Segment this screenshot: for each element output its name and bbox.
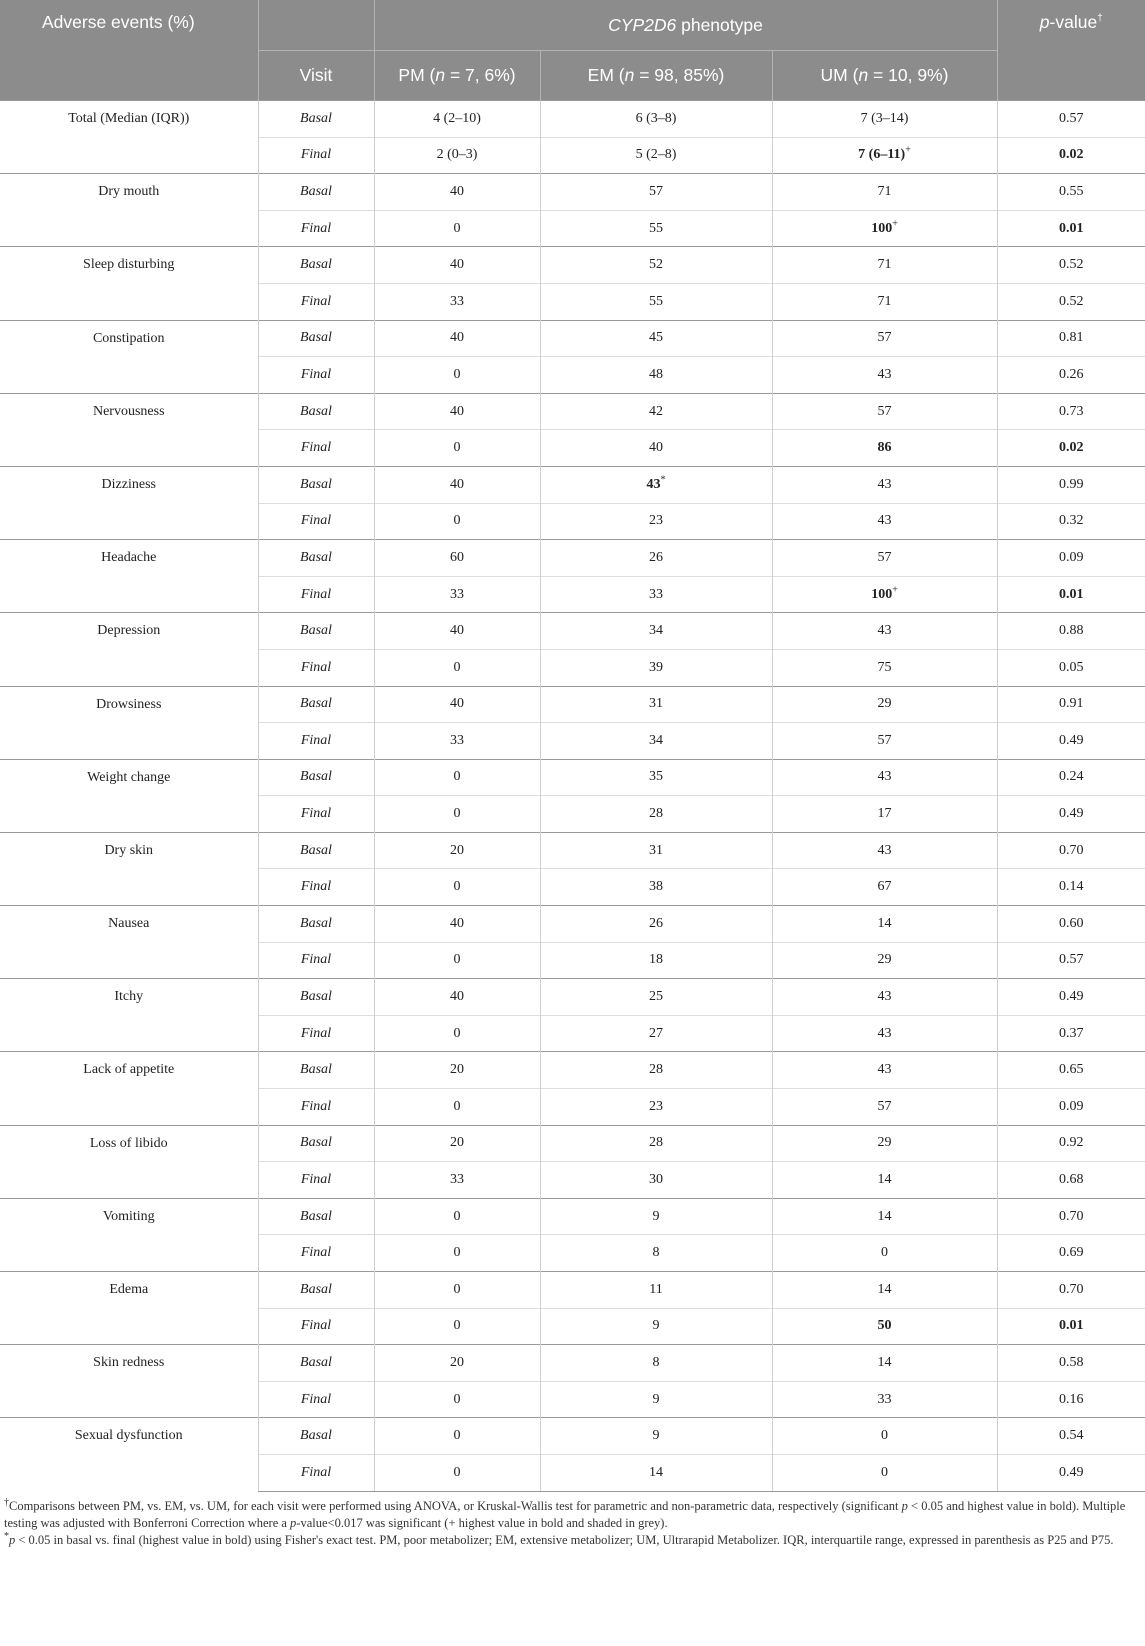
um-value-cell: 14 bbox=[772, 1345, 997, 1382]
event-name-cell: Itchy bbox=[0, 979, 258, 1052]
pm-value-cell: 2 (0–3) bbox=[374, 137, 540, 174]
event-name-cell: Sleep disturbing bbox=[0, 247, 258, 320]
em-value-cell: 28 bbox=[540, 796, 772, 833]
p-value-cell: 0.57 bbox=[997, 101, 1145, 138]
um-value-cell: 14 bbox=[772, 906, 997, 943]
pm-value-cell: 0 bbox=[374, 357, 540, 394]
table-row bbox=[0, 832, 1145, 869]
um-value-cell: 43 bbox=[772, 1052, 997, 1089]
um-value-cell: 57 bbox=[772, 723, 997, 760]
um-value-cell: 50 bbox=[772, 1308, 997, 1345]
um-value-cell: 7 (6–11)+ bbox=[772, 137, 997, 174]
um-value-cell: 0 bbox=[772, 1454, 997, 1491]
pm-value-cell: 40 bbox=[374, 613, 540, 650]
um-value-cell: 100+ bbox=[772, 210, 997, 247]
p-value-cell: 0.14 bbox=[997, 869, 1145, 906]
header-blank bbox=[258, 0, 374, 51]
pm-value-cell: 20 bbox=[374, 1052, 540, 1089]
em-value-cell: 5 (2–8) bbox=[540, 137, 772, 174]
visit-cell: Basal bbox=[258, 540, 374, 577]
pm-value-cell: 0 bbox=[374, 503, 540, 540]
em-value-cell: 39 bbox=[540, 649, 772, 686]
table-row bbox=[0, 174, 1145, 211]
pm-value-cell: 40 bbox=[374, 906, 540, 943]
um-value-cell: 43 bbox=[772, 613, 997, 650]
um-value-cell: 29 bbox=[772, 1125, 997, 1162]
p-value-cell: 0.01 bbox=[997, 576, 1145, 613]
p-value-cell: 0.65 bbox=[997, 1052, 1145, 1089]
header-group-um: UM (n = 10, 9%) bbox=[772, 51, 997, 101]
pm-value-cell: 33 bbox=[374, 283, 540, 320]
visit-cell: Basal bbox=[258, 101, 374, 138]
pm-value-cell: 20 bbox=[374, 1345, 540, 1382]
header-phenotype: CYP2D6 phenotype bbox=[374, 0, 997, 51]
um-value-cell: 71 bbox=[772, 247, 997, 284]
table-row bbox=[0, 906, 1145, 943]
pm-value-cell: 0 bbox=[374, 1418, 540, 1455]
um-value-cell: 57 bbox=[772, 1089, 997, 1126]
table-row bbox=[0, 101, 1145, 138]
pm-value-cell: 0 bbox=[374, 210, 540, 247]
event-name-cell: Edema bbox=[0, 1272, 258, 1345]
visit-cell: Final bbox=[258, 576, 374, 613]
em-value-cell: 9 bbox=[540, 1418, 772, 1455]
um-value-cell: 0 bbox=[772, 1235, 997, 1272]
em-value-cell: 9 bbox=[540, 1381, 772, 1418]
visit-cell: Final bbox=[258, 1235, 374, 1272]
visit-cell: Final bbox=[258, 1015, 374, 1052]
event-name-cell: Nausea bbox=[0, 906, 258, 979]
p-value-cell: 0.55 bbox=[997, 174, 1145, 211]
table-row bbox=[0, 320, 1145, 357]
table-row bbox=[0, 466, 1145, 503]
em-value-cell: 14 bbox=[540, 1454, 772, 1491]
visit-cell: Final bbox=[258, 796, 374, 833]
table-row bbox=[0, 540, 1145, 577]
um-value-cell: 14 bbox=[772, 1162, 997, 1199]
p-value-cell: 0.92 bbox=[997, 1125, 1145, 1162]
p-value-cell: 0.58 bbox=[997, 1345, 1145, 1382]
pm-value-cell: 40 bbox=[374, 174, 540, 211]
p-value-cell: 0.69 bbox=[997, 1235, 1145, 1272]
visit-cell: Basal bbox=[258, 906, 374, 943]
table-row bbox=[0, 686, 1145, 723]
um-value-cell: 0 bbox=[772, 1418, 997, 1455]
em-value-cell: 9 bbox=[540, 1308, 772, 1345]
p-value-cell: 0.70 bbox=[997, 1272, 1145, 1309]
event-name-cell: Vomiting bbox=[0, 1198, 258, 1271]
event-name-cell: Depression bbox=[0, 613, 258, 686]
header-p-value: p-value† bbox=[997, 0, 1145, 101]
em-value-cell: 25 bbox=[540, 979, 772, 1016]
um-value-cell: 67 bbox=[772, 869, 997, 906]
visit-cell: Final bbox=[258, 430, 374, 467]
p-value-cell: 0.52 bbox=[997, 283, 1145, 320]
p-value-cell: 0.70 bbox=[997, 1198, 1145, 1235]
pm-value-cell: 0 bbox=[374, 1272, 540, 1309]
pm-value-cell: 0 bbox=[374, 649, 540, 686]
table-row bbox=[0, 759, 1145, 796]
pm-value-cell: 0 bbox=[374, 759, 540, 796]
visit-cell: Basal bbox=[258, 1198, 374, 1235]
p-value-cell: 0.91 bbox=[997, 686, 1145, 723]
header-group-em: EM (n = 98, 85%) bbox=[540, 51, 772, 101]
pm-value-cell: 0 bbox=[374, 796, 540, 833]
em-value-cell: 43* bbox=[540, 466, 772, 503]
um-value-cell: 100+ bbox=[772, 576, 997, 613]
table-row bbox=[0, 247, 1145, 284]
event-name-cell: Dizziness bbox=[0, 466, 258, 539]
p-value-cell: 0.88 bbox=[997, 613, 1145, 650]
p-value-cell: 0.49 bbox=[997, 723, 1145, 760]
pm-value-cell: 40 bbox=[374, 686, 540, 723]
visit-cell: Final bbox=[258, 1454, 374, 1491]
visit-cell: Final bbox=[258, 283, 374, 320]
table-row bbox=[0, 1272, 1145, 1309]
table-row bbox=[0, 1052, 1145, 1089]
um-value-cell: 14 bbox=[772, 1198, 997, 1235]
event-name-cell: Sexual dysfunction bbox=[0, 1418, 258, 1491]
table-row bbox=[0, 613, 1145, 650]
p-value-cell: 0.37 bbox=[997, 1015, 1145, 1052]
um-value-cell: 17 bbox=[772, 796, 997, 833]
visit-cell: Basal bbox=[258, 1418, 374, 1455]
p-value-cell: 0.49 bbox=[997, 979, 1145, 1016]
visit-cell: Basal bbox=[258, 613, 374, 650]
event-name-cell: Dry skin bbox=[0, 832, 258, 905]
pm-value-cell: 33 bbox=[374, 576, 540, 613]
um-value-cell: 43 bbox=[772, 759, 997, 796]
footnotes bbox=[0, 1492, 1145, 1549]
header-adverse-events: Adverse events (%) bbox=[0, 0, 258, 101]
p-value-cell: 0.32 bbox=[997, 503, 1145, 540]
p-value-cell: 0.01 bbox=[997, 1308, 1145, 1345]
p-value-cell: 0.09 bbox=[997, 1089, 1145, 1126]
um-value-cell: 57 bbox=[772, 320, 997, 357]
pm-value-cell: 33 bbox=[374, 1162, 540, 1199]
em-value-cell: 8 bbox=[540, 1235, 772, 1272]
em-value-cell: 26 bbox=[540, 540, 772, 577]
em-value-cell: 33 bbox=[540, 576, 772, 613]
visit-cell: Basal bbox=[258, 832, 374, 869]
pm-value-cell: 4 (2–10) bbox=[374, 101, 540, 138]
em-value-cell: 55 bbox=[540, 283, 772, 320]
pm-value-cell: 40 bbox=[374, 393, 540, 430]
table-body bbox=[0, 101, 1145, 1492]
p-value-cell: 0.54 bbox=[997, 1418, 1145, 1455]
um-value-cell: 71 bbox=[772, 174, 997, 211]
um-value-cell: 57 bbox=[772, 540, 997, 577]
pm-value-cell: 33 bbox=[374, 723, 540, 760]
event-name-cell: Loss of libido bbox=[0, 1125, 258, 1198]
visit-cell: Final bbox=[258, 503, 374, 540]
event-name-cell: Drowsiness bbox=[0, 686, 258, 759]
p-value-cell: 0.16 bbox=[997, 1381, 1145, 1418]
pm-value-cell: 0 bbox=[374, 1089, 540, 1126]
visit-cell: Basal bbox=[258, 247, 374, 284]
um-value-cell: 43 bbox=[772, 832, 997, 869]
em-value-cell: 11 bbox=[540, 1272, 772, 1309]
p-value-cell: 0.73 bbox=[997, 393, 1145, 430]
em-value-cell: 34 bbox=[540, 723, 772, 760]
header-visit: Visit bbox=[258, 51, 374, 101]
pm-value-cell: 40 bbox=[374, 979, 540, 1016]
table-row bbox=[0, 1345, 1145, 1382]
header-group-pm: PM (n = 7, 6%) bbox=[374, 51, 540, 101]
um-value-cell: 43 bbox=[772, 357, 997, 394]
um-value-cell: 29 bbox=[772, 686, 997, 723]
pm-value-cell: 0 bbox=[374, 430, 540, 467]
p-value-cell: 0.60 bbox=[997, 906, 1145, 943]
visit-cell: Basal bbox=[258, 1052, 374, 1089]
pm-value-cell: 20 bbox=[374, 832, 540, 869]
em-value-cell: 34 bbox=[540, 613, 772, 650]
um-value-cell: 33 bbox=[772, 1381, 997, 1418]
em-value-cell: 8 bbox=[540, 1345, 772, 1382]
p-value-cell: 0.81 bbox=[997, 320, 1145, 357]
p-value-cell: 0.09 bbox=[997, 540, 1145, 577]
table-row bbox=[0, 979, 1145, 1016]
visit-cell: Basal bbox=[258, 393, 374, 430]
visit-cell: Final bbox=[258, 1308, 374, 1345]
p-value-cell: 0.49 bbox=[997, 1454, 1145, 1491]
um-value-cell: 43 bbox=[772, 503, 997, 540]
um-value-cell: 57 bbox=[772, 393, 997, 430]
p-value-cell: 0.24 bbox=[997, 759, 1145, 796]
visit-cell: Final bbox=[258, 357, 374, 394]
um-value-cell: 71 bbox=[772, 283, 997, 320]
pm-value-cell: 40 bbox=[374, 320, 540, 357]
p-value-cell: 0.02 bbox=[997, 430, 1145, 467]
em-value-cell: 18 bbox=[540, 942, 772, 979]
um-value-cell: 86 bbox=[772, 430, 997, 467]
pm-value-cell: 60 bbox=[374, 540, 540, 577]
em-value-cell: 55 bbox=[540, 210, 772, 247]
um-value-cell: 29 bbox=[772, 942, 997, 979]
em-value-cell: 35 bbox=[540, 759, 772, 796]
footnote-fisher: *p < 0.05 in basal vs. final (highest value in bold) using Fisher's exact test. PM, poor metabolizer; EM, extensive metabolizer; UM, Ultrarapid Metabolizer. IQR, interquartile range, expressed in parenthesis as P25 and P75. bbox=[4, 1530, 1114, 1547]
em-value-cell: 23 bbox=[540, 503, 772, 540]
footnote-comparisons: †Comparisons between PM, vs. EM, vs. UM, for each visit were performed using ANOVA, or Kruskal-Wallis test for parametric and non-parametric data, respectively (significant p < 0.05 and highest value in bold). Multiple testing was adjusted with Bonferroni Correction where a p-value<0.017 was significant (+ highest value in bold and shaded in grey). bbox=[4, 1496, 1126, 1530]
em-value-cell: 9 bbox=[540, 1198, 772, 1235]
table-row bbox=[0, 1125, 1145, 1162]
visit-cell: Basal bbox=[258, 466, 374, 503]
visit-cell: Basal bbox=[258, 1345, 374, 1382]
event-name-cell: Constipation bbox=[0, 320, 258, 393]
p-value-cell: 0.49 bbox=[997, 796, 1145, 833]
em-value-cell: 27 bbox=[540, 1015, 772, 1052]
visit-cell: Basal bbox=[258, 320, 374, 357]
p-value-cell: 0.99 bbox=[997, 466, 1145, 503]
event-name-cell: Skin redness bbox=[0, 1345, 258, 1418]
pm-value-cell: 0 bbox=[374, 942, 540, 979]
em-value-cell: 6 (3–8) bbox=[540, 101, 772, 138]
visit-cell: Basal bbox=[258, 759, 374, 796]
pm-value-cell: 40 bbox=[374, 466, 540, 503]
event-name-cell: Total (Median (IQR)) bbox=[0, 101, 258, 174]
event-name-cell: Nervousness bbox=[0, 393, 258, 466]
p-value-cell: 0.52 bbox=[997, 247, 1145, 284]
pm-value-cell: 0 bbox=[374, 1454, 540, 1491]
visit-cell: Final bbox=[258, 723, 374, 760]
visit-cell: Basal bbox=[258, 1272, 374, 1309]
visit-cell: Final bbox=[258, 942, 374, 979]
visit-cell: Final bbox=[258, 1162, 374, 1199]
event-name-cell: Lack of appetite bbox=[0, 1052, 258, 1125]
visit-cell: Final bbox=[258, 1089, 374, 1126]
table-row bbox=[0, 393, 1145, 430]
em-value-cell: 48 bbox=[540, 357, 772, 394]
p-value-cell: 0.01 bbox=[997, 210, 1145, 247]
em-value-cell: 26 bbox=[540, 906, 772, 943]
pm-value-cell: 20 bbox=[374, 1125, 540, 1162]
em-value-cell: 57 bbox=[540, 174, 772, 211]
pm-value-cell: 0 bbox=[374, 1235, 540, 1272]
visit-cell: Basal bbox=[258, 979, 374, 1016]
em-value-cell: 28 bbox=[540, 1052, 772, 1089]
visit-cell: Basal bbox=[258, 686, 374, 723]
p-value-cell: 0.68 bbox=[997, 1162, 1145, 1199]
em-value-cell: 38 bbox=[540, 869, 772, 906]
pm-value-cell: 0 bbox=[374, 869, 540, 906]
event-name-cell: Dry mouth bbox=[0, 174, 258, 247]
pm-value-cell: 0 bbox=[374, 1015, 540, 1052]
em-value-cell: 23 bbox=[540, 1089, 772, 1126]
p-value-cell: 0.57 bbox=[997, 942, 1145, 979]
em-value-cell: 30 bbox=[540, 1162, 772, 1199]
em-value-cell: 52 bbox=[540, 247, 772, 284]
table-row bbox=[0, 1418, 1145, 1455]
pm-value-cell: 0 bbox=[374, 1308, 540, 1345]
visit-cell: Final bbox=[258, 1381, 374, 1418]
p-value-cell: 0.02 bbox=[997, 137, 1145, 174]
em-value-cell: 40 bbox=[540, 430, 772, 467]
table-row bbox=[0, 1198, 1145, 1235]
visit-cell: Final bbox=[258, 210, 374, 247]
um-value-cell: 43 bbox=[772, 1015, 997, 1052]
visit-cell: Final bbox=[258, 649, 374, 686]
pm-value-cell: 0 bbox=[374, 1381, 540, 1418]
em-value-cell: 28 bbox=[540, 1125, 772, 1162]
um-value-cell: 75 bbox=[772, 649, 997, 686]
em-value-cell: 31 bbox=[540, 686, 772, 723]
em-value-cell: 42 bbox=[540, 393, 772, 430]
p-value-cell: 0.05 bbox=[997, 649, 1145, 686]
pm-value-cell: 0 bbox=[374, 1198, 540, 1235]
pm-value-cell: 40 bbox=[374, 247, 540, 284]
um-value-cell: 43 bbox=[772, 979, 997, 1016]
um-value-cell: 7 (3–14) bbox=[772, 101, 997, 138]
event-name-cell: Weight change bbox=[0, 759, 258, 832]
visit-cell: Basal bbox=[258, 1125, 374, 1162]
um-value-cell: 43 bbox=[772, 466, 997, 503]
visit-cell: Final bbox=[258, 869, 374, 906]
p-value-cell: 0.70 bbox=[997, 832, 1145, 869]
em-value-cell: 31 bbox=[540, 832, 772, 869]
visit-cell: Basal bbox=[258, 174, 374, 211]
um-value-cell: 14 bbox=[772, 1272, 997, 1309]
visit-cell: Final bbox=[258, 137, 374, 174]
em-value-cell: 45 bbox=[540, 320, 772, 357]
p-value-cell: 0.26 bbox=[997, 357, 1145, 394]
event-name-cell: Headache bbox=[0, 540, 258, 613]
